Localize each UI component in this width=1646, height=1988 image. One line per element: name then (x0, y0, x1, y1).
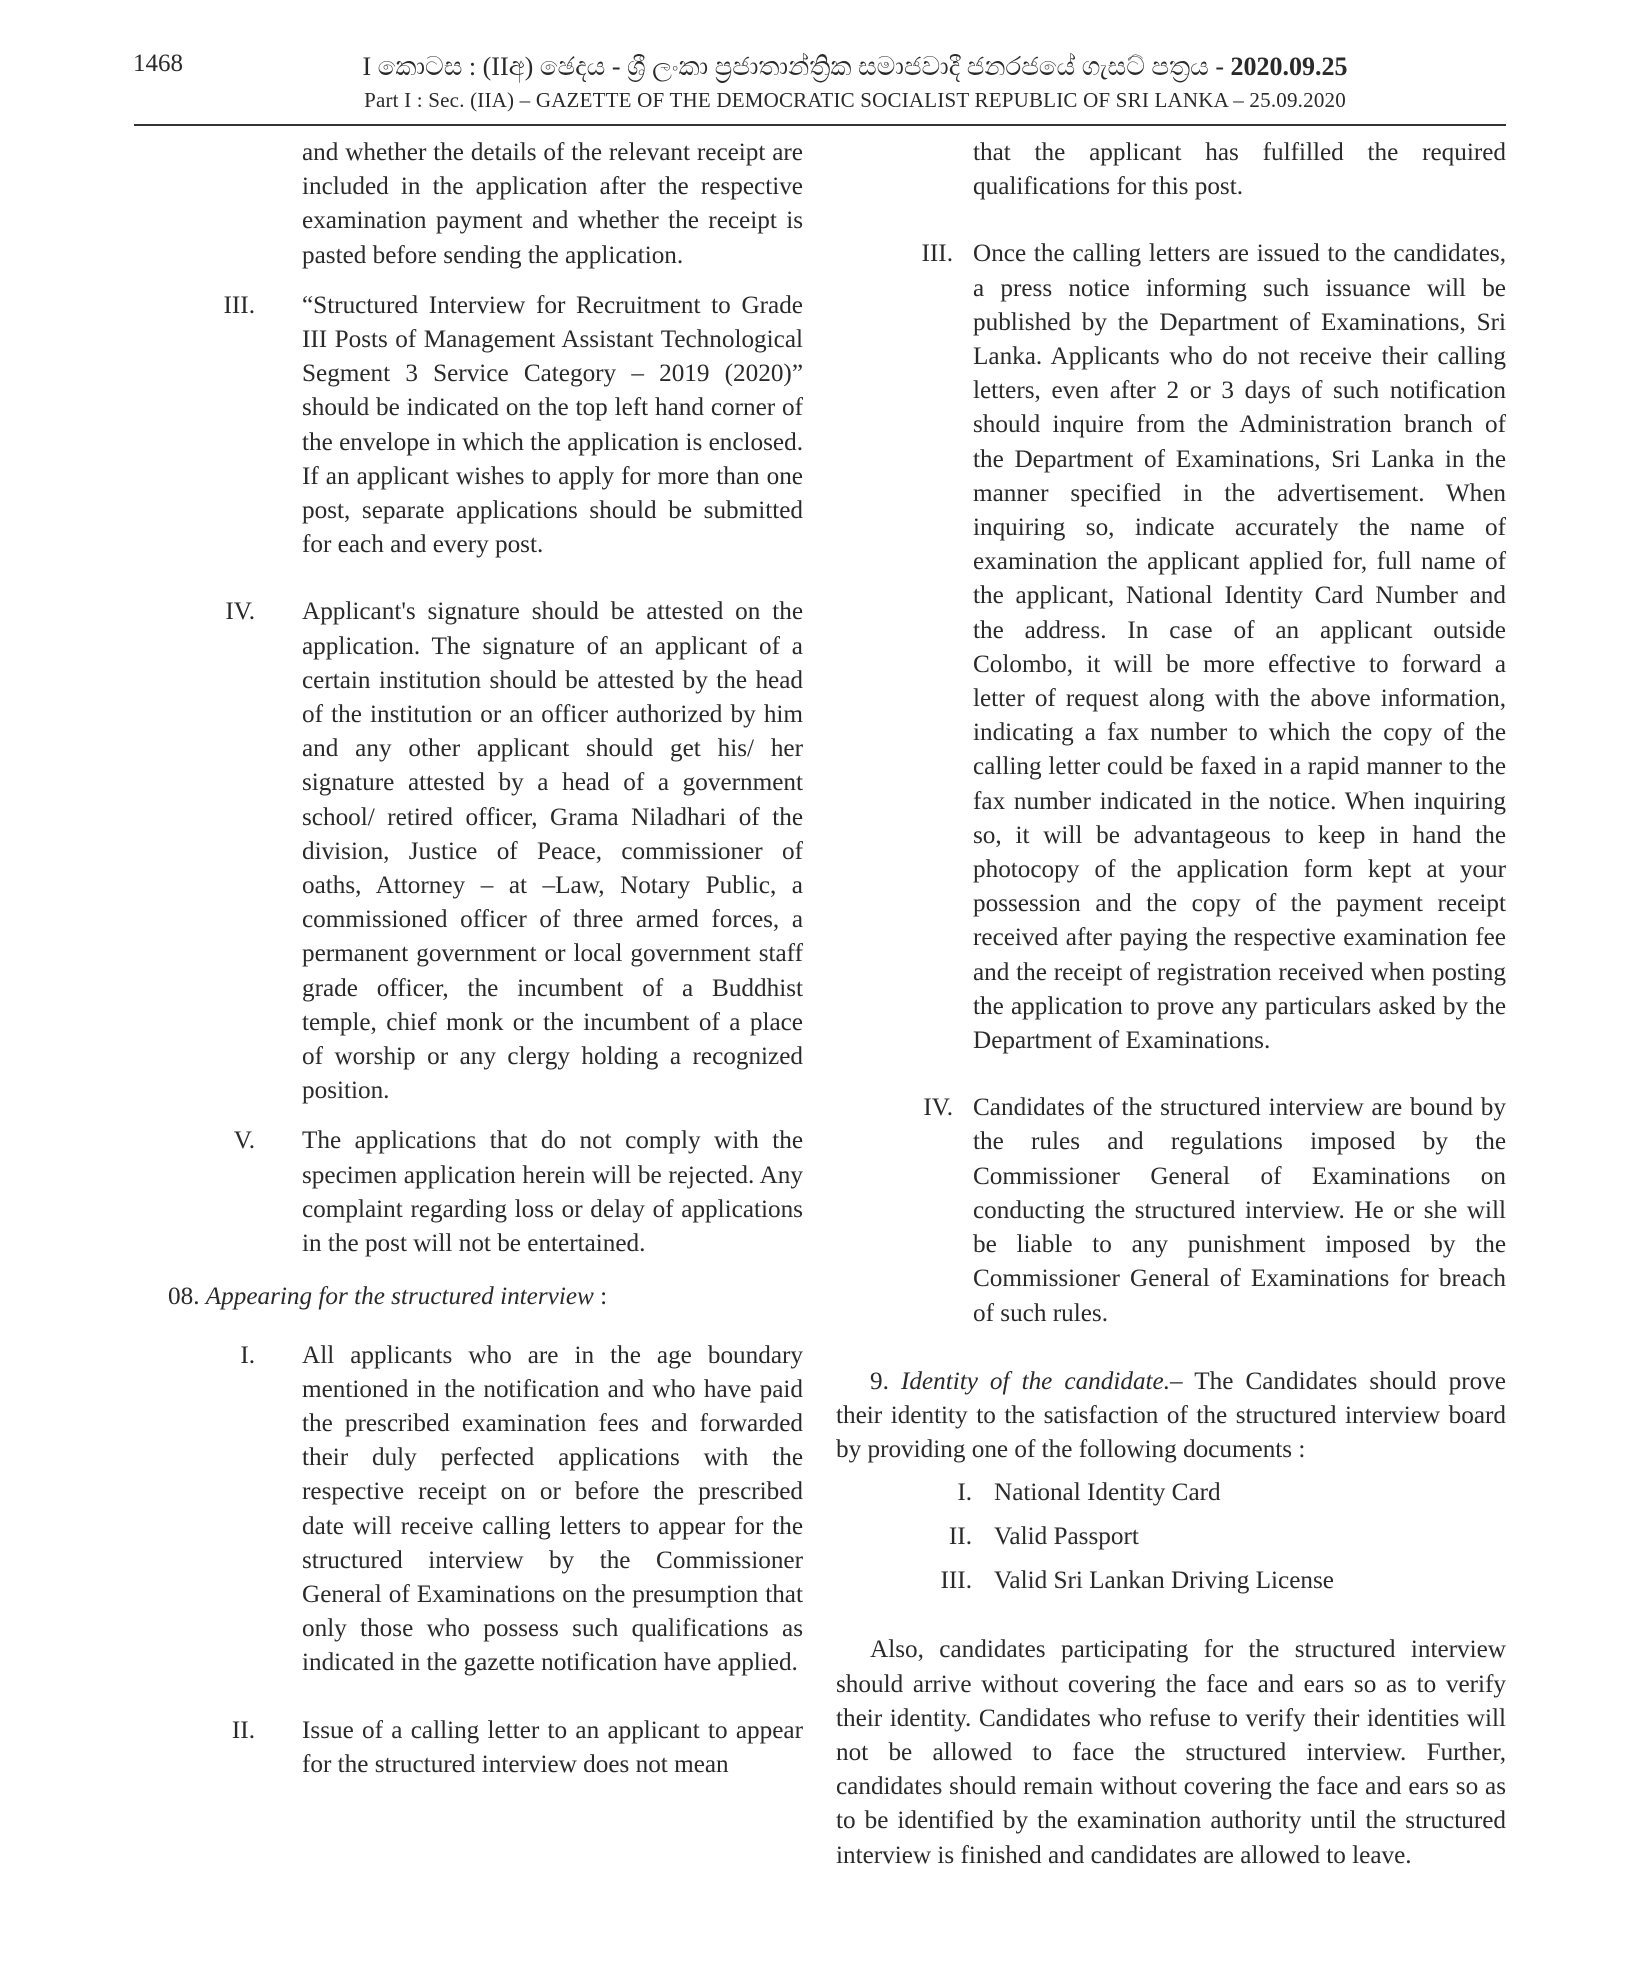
clause-iii-number: III. (223, 291, 255, 319)
header-english-line: Part I : Sec. (IIA) – GAZETTE OF THE DEMOCRATIC SOCIALIST REPUBLIC OF SRI LANKA – 25.09.2020 (364, 88, 1346, 112)
identity-documents-list (836, 1471, 1506, 1603)
clause-08-ii (193, 1714, 803, 1782)
identity-document-item (836, 1515, 1506, 1559)
left-column (158, 136, 803, 1782)
clause-v-text: The applications that do not comply with the specimen application herein will be rejected. Any complaint regarding loss or delay of applications in the post will not be entertained. (302, 1127, 803, 1258)
header-sinhala-line (300, 52, 1410, 83)
identity-document-number: II. (948, 1523, 972, 1551)
identity-document-label: National Identity Card (994, 1479, 1221, 1507)
clause-iv-text: Applicant's signature should be attested on the application. The signature of an applicant of a certain institution should be attested by the head of the institution or an officer authorized by him and any other applicant should get his/ her signature attested by a head of a government school/ retired officer, Grama Niladhari of the division, Justice of Peace, commissioner of oaths, Attorney – at –Law, Notary Public, a commissioned officer of three armed forces, a permanent government or local government staff grade officer, the incumbent of a Buddhist temple, chief monk or the incumbent of a place of worship or any clergy holding a recognized position. (302, 598, 803, 1105)
identity-document-label: Valid Sri Lankan Driving License (994, 1567, 1334, 1595)
clause-08-i-text: All applicants who are in the age boundary mentioned in the notification and who have paid the prescribed examination fees and forwarded their duly perfected applications with the respective receipt on or before the prescribed date will receive calling letters to appear for the structured interview by the Commissioner General of Examinations on the presumption that only those who possess such qualifications as indicated in the gazette notification have applied. (302, 1341, 803, 1677)
right-column (836, 136, 1506, 1873)
section-9-paragraph (836, 1365, 1506, 1468)
clause-08-ii-text: Issue of a calling letter to an applicant to appear for the structured interview does not mean (302, 1716, 803, 1778)
section-9-text: The Candidates should prove their identity to the satisfaction of the structured interview board by providing one of the following documents : (836, 1367, 1506, 1464)
page-number: 1468 (133, 50, 183, 77)
section-9-title: Identity of the candidate. (900, 1367, 1171, 1395)
clause-08-i (193, 1339, 803, 1681)
clause-right-iii-text: Once the calling letters are issued to the candidates, a press notice informing such issuance will be published by the Department of Examinations, Sri Lanka. Applicants who do not receive their calling letters, even after 2 or 3 days of such notification should inquire from the Administration branch of the Department of Examinations, Sri Lanka in the manner specified in the advertisement. When inquiring so, indicate accurately the name of examination the applicant applied for, full name of the applicant, National Identity Card Number and the address. In case of an applicant outside Colombo, it will be more effective to forward a letter of request along with the above information, indicating a fax number to which the copy of the calling letter could be faxed in a rapid manner to the fax number indicated in the notice. When inquiring so, it will be advantageous to keep in hand the photocopy of the application form kept at your possession and the copy of the payment receipt received after paying the respective examination fee and the receipt of registration received when posting the application to prove any particulars asked by the Department of Examinations. (973, 240, 1506, 1055)
identity-document-number: III. (940, 1567, 972, 1595)
clause-v-number: V. (233, 1127, 255, 1155)
clause-08-i-number: I. (240, 1341, 255, 1369)
clause-08-ii-number: II. (231, 1716, 255, 1744)
clause-iv-number: IV. (225, 598, 255, 626)
identity-document-label: Valid Passport (994, 1523, 1139, 1551)
header-sinhala-date: 2020.09.25 (1230, 52, 1348, 81)
clause-iii-text: “Structured Interview for Recruitment to Grade III Posts of Management Assistant Technological Segment 3 Service Category – 2019 (2020)” should be indicated on the top left hand corner of the envelope in which the application is enclosed. If an applicant wishes to apply for more than one post, separate applications should be submitted for each and every post. (302, 291, 803, 559)
clause-right-iv-number: IV. (923, 1094, 953, 1122)
clause-right-iii-number: III. (921, 240, 953, 268)
section-08-number: 08. (168, 1283, 200, 1311)
closing-paragraph: Also, candidates participating for the structured interview should arrive without covering the face and ears so as to verify their identity. Candidates who refuse to verify their identities will not be allowed to face the structured interview. Further, candidates should remain without covering the face and ears so as to be identified by the examination authority until the structured interview is finished and candidates are allowed to leave. (836, 1636, 1506, 1869)
clause-iii (193, 289, 803, 563)
section-08-title: Appearing for the structured interview (205, 1283, 594, 1311)
header-sinhala-text: I කොටස : (IIඅ) ඡෙදය - ශ්‍රී ලංකා ප්‍රජාතාන්ත්‍රික සමාජවාදී ජනරජයේ ගැසට් පත්‍රය - (362, 52, 1231, 81)
identity-document-number: I. (957, 1479, 972, 1507)
clause-v (193, 1124, 803, 1261)
identity-document-item (836, 1559, 1506, 1603)
left-continuation-text: and whether the details of the relevant receipt are included in the application after the respective examination payment and whether the receipt is pasted before sending the application. (302, 139, 803, 269)
section-08-heading (158, 1280, 803, 1314)
identity-document-item (836, 1471, 1506, 1515)
clause-right-iv-text: Candidates of the structured interview are bound by the rules and regulations imposed by the Commissioner General of Examinations on conducting the structured interview. He or she will be liable to any punishment imposed by the Commissioner General of Examinations for breach of such rules. (973, 1094, 1506, 1327)
section-08-suffix: : (593, 1283, 608, 1311)
clause-right-iv (836, 1091, 1506, 1330)
right-continuation-text: that the applicant has fulfilled the required qualifications for this post. (973, 139, 1506, 201)
header-divider (134, 124, 1506, 126)
section-9-dash: – (1170, 1367, 1183, 1395)
section-9-number: 9. (870, 1367, 889, 1395)
clause-iv (193, 595, 803, 1108)
clause-right-iii (836, 237, 1506, 1058)
